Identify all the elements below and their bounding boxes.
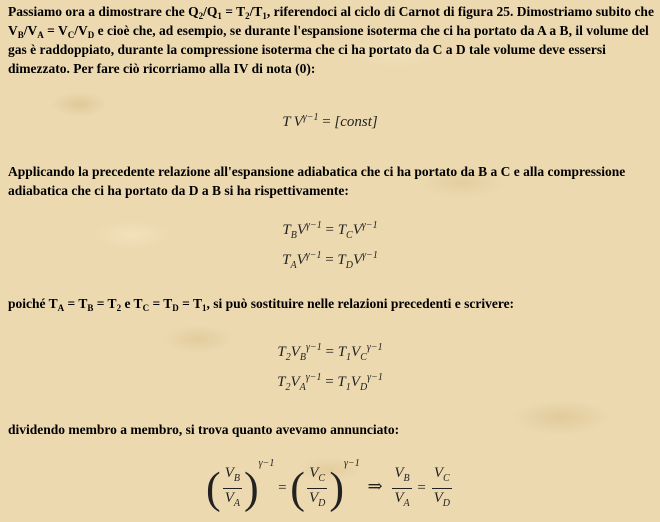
equation-result: ( $\frac{V_B}{V_A}$ )$^{\gamma-1}$ = ( $\frac{V_C}{V_D}$ )$^{\gamma-1}$ ⇒ $\frac{V_B}{V_A}$ = $\frac{V_C}{V_D}$ bbox=[206, 458, 450, 513]
paragraph-intro: Passiamo ora a dimostrare che $Q_2/Q_1 = T_2/T_1$, riferendoci al ciclo di Carnot di figura 25. Dimostriamo subito che $V_B/V_A = V_C/V_D$ e cioè che, ad esempio, se durante l'espansione isoterma che ci ha portato da A a B, il volume del gas è raddoppiato, durante la compressione isoterma che ci ha portato da C a D tale volume deve essersi dimezzato. Per fare ciò ricorriamo alla IV di nota (0): bbox=[8, 4, 654, 76]
equation-da: $T_AV^{\gamma-1} = T_DV^{\gamma-1}$ bbox=[282, 250, 378, 271]
paragraph-since: poiché $T_A = T_B = T_2$ e $T_C = T_D = T_1$, si può sostituire nelle relazioni precedenti e scrivere: bbox=[8, 296, 515, 313]
paragraph-apply: Applicando la precedente relazione all'espansione adiabatica che ci ha portato da B a C e alla compressione adiabatica che ci ha portato da D a B si ha rispettivamente: bbox=[8, 164, 626, 198]
equation-substituted-1: $T_2V_B^{\gamma-1} = T_1V_C^{\gamma-1}$ bbox=[277, 342, 383, 363]
equation-substituted-2: $T_2V_A^{\gamma-1} = T_1V_D^{\gamma-1}$ bbox=[277, 372, 383, 393]
equation-bc: $T_BV^{\gamma-1} = T_CV^{\gamma-1}$ bbox=[282, 220, 378, 241]
implies-arrow: ⇒ bbox=[367, 476, 383, 496]
equation-adiabatic-invariant: T $V^{\gamma-1}$ = [const] bbox=[282, 112, 378, 130]
paragraph-dividing: dividendo membro a membro, si trova quanto avevamo annunciato: bbox=[8, 422, 400, 437]
